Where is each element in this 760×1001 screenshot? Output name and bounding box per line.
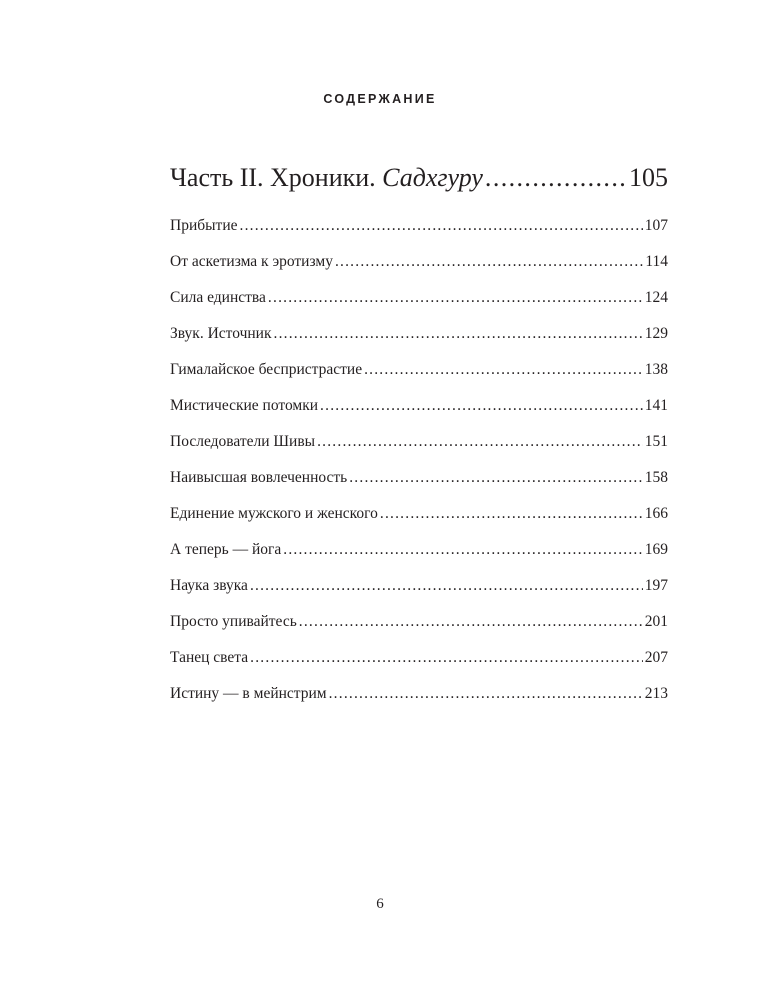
toc-entry-title: Просто упивайтесь — [170, 613, 297, 630]
toc-entry-page: 169 — [644, 541, 668, 558]
dot-leader — [283, 532, 643, 568]
toc-entry — [170, 496, 668, 532]
toc-entry — [170, 676, 668, 712]
toc-entry-page: 141 — [644, 397, 668, 414]
dot-leader — [335, 244, 643, 280]
dot-leader — [349, 460, 643, 496]
dot-leader — [317, 424, 643, 460]
toc-entry-page: 151 — [644, 433, 668, 450]
toc-entry — [170, 208, 668, 244]
toc-entry — [170, 388, 668, 424]
dot-leader — [274, 316, 643, 352]
toc-entry-page: 166 — [644, 505, 668, 522]
toc-entry-page: 124 — [644, 289, 668, 306]
dot-leader — [380, 496, 643, 532]
toc-entry-page: 213 — [644, 685, 668, 702]
toc-entry-page: 138 — [644, 361, 668, 378]
part-title-italic: Садхгуру — [382, 163, 483, 192]
toc-entry — [170, 568, 668, 604]
toc-entry-title: Танец света — [170, 649, 249, 666]
toc-entry — [170, 640, 668, 676]
dot-leader — [250, 568, 643, 604]
toc-entry-title: Последователи Шивы — [170, 433, 316, 450]
toc-entry — [170, 316, 668, 352]
toc-entry-page: 107 — [644, 217, 668, 234]
toc-entry — [170, 244, 668, 280]
toc-entry-title: Мистические потомки — [170, 397, 319, 414]
toc-entry — [170, 460, 668, 496]
toc-entry — [170, 604, 668, 640]
toc-entry — [170, 352, 668, 388]
toc-entry-title: Гималайское беспристрастие — [170, 361, 363, 378]
toc-entry-title: Наука звука — [170, 577, 248, 594]
toc-entry-title: Единение мужского и женского — [170, 505, 378, 522]
dot-leader — [299, 604, 643, 640]
toc-entry-title: Наивысшая вовлеченность — [170, 469, 348, 486]
toc-entry-title: От аскетизма к эротизму — [170, 253, 333, 270]
toc-entry-page: 158 — [644, 469, 668, 486]
dot-leader — [268, 280, 643, 316]
toc-entry-page: 197 — [644, 577, 668, 594]
toc-entry-page: 129 — [644, 325, 668, 342]
toc-entry-title: Истину — в мейнстрим — [170, 685, 327, 702]
toc-entry-title: Прибытие — [170, 217, 238, 234]
toc-part-entry — [170, 160, 668, 196]
toc-entry-title: А теперь — йога — [170, 541, 282, 558]
toc-entry-page: 207 — [644, 649, 668, 666]
toc-entry-page: 201 — [644, 613, 668, 630]
toc-entry-title: Сила единства — [170, 289, 266, 306]
toc-entry — [170, 424, 668, 460]
dot-leader — [250, 640, 643, 676]
table-of-contents — [170, 160, 668, 712]
toc-entry — [170, 280, 668, 316]
toc-entry — [170, 532, 668, 568]
dot-leader — [329, 676, 643, 712]
dot-leader — [364, 352, 643, 388]
dot-leader — [320, 388, 643, 424]
part-page-number: 105 — [629, 163, 668, 192]
contents-heading: СОДЕРЖАНИЕ — [323, 92, 437, 106]
part-title-text: Часть II. Хроники. — [170, 163, 383, 192]
dot-leader — [240, 208, 643, 244]
toc-entry-page: 114 — [645, 253, 668, 270]
part-title — [170, 160, 483, 196]
dot-leader — [485, 160, 627, 196]
toc-entry-title: Звук. Источник — [170, 325, 272, 342]
page-number: 6 — [376, 896, 384, 912]
